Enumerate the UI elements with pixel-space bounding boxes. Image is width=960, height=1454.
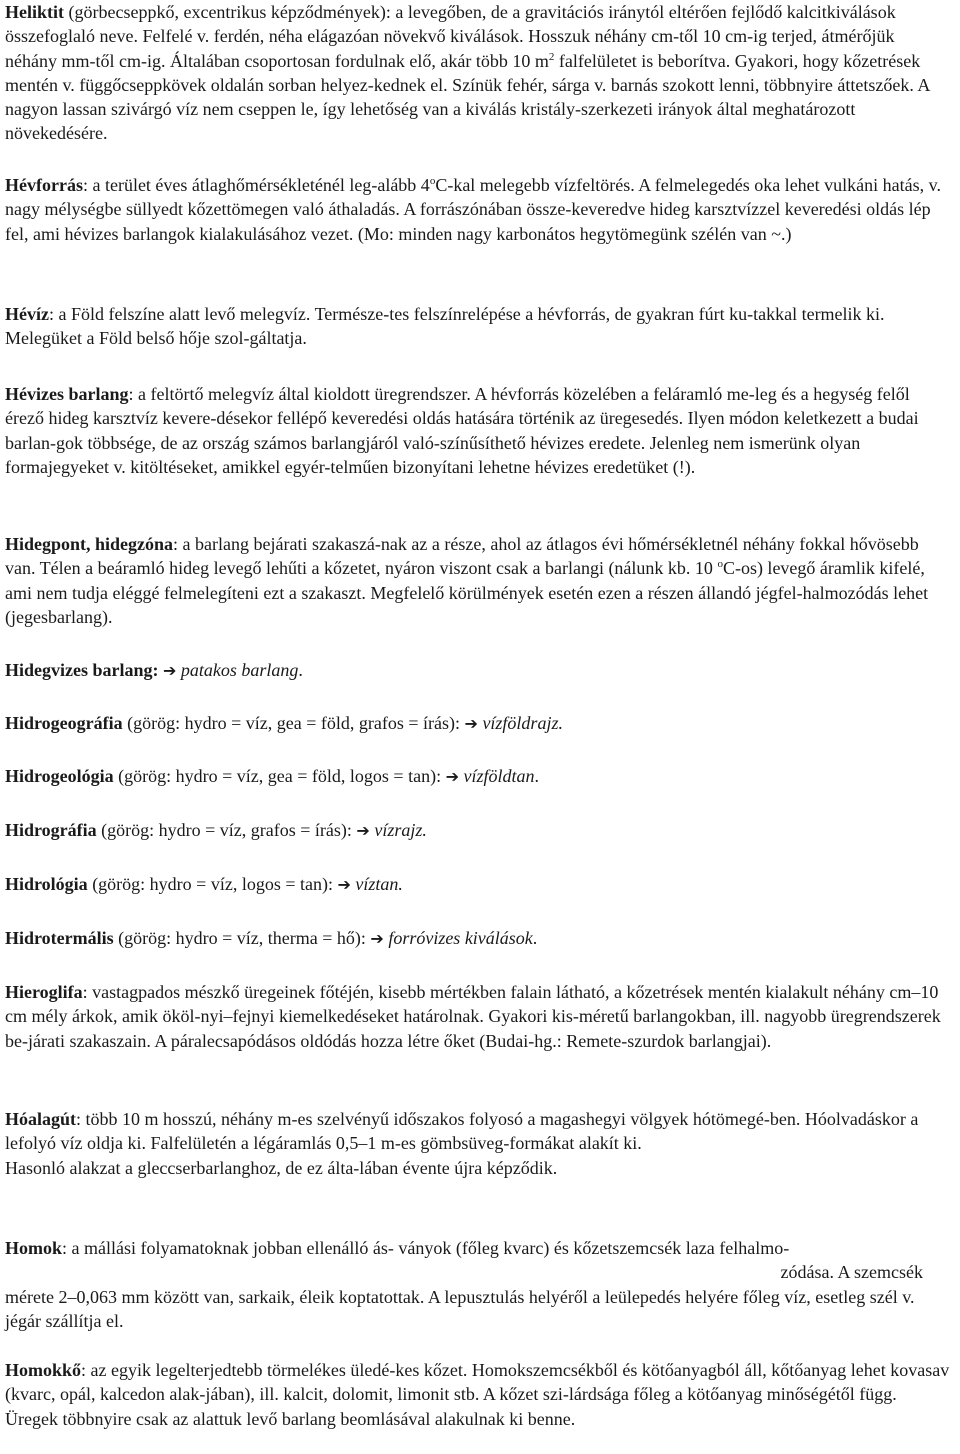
entry-homoko-text: Homokkő: az egyik legelterjedtebb törmelékes üledé-kes kőzet. Homokszemcsékből és kötőanyagból áll, kőtőanyag lehet kovasav (kvarc, opál, kalcedon alak-jában), ill. kalcit, dolomit, limonit stb. A kőzet szi-lárdsága főleg a kötőanyag minőségétől függ. Üregek többnyire csak az alattuk levő barlang beomlásával alakulnak ki benne.: [5, 1360, 950, 1429]
entry-hevforras: [5, 173, 950, 246]
entry-hieroglifa: [5, 980, 950, 1053]
arrow-right-icon: ➔: [356, 821, 370, 840]
ref-link[interactable]: vízföldrajz.: [482, 713, 563, 733]
entry-hoalagut: [5, 1107, 950, 1180]
entry-hidrografia: [5, 818, 950, 843]
ref-link[interactable]: vízföldtan: [463, 766, 535, 786]
entry-homok-text: Homok: a mállási folyamatoknak jobban ellenálló ás- ványok (főleg kvarc) és kőzetszemcsék laza felhalmo- zódása. A szemcsék mérete 2–0,063 mm között van, sarkaik, éleik koptatottak. A lepusztulás helyéről a leülepedés helyére főleg víz, esetleg szél v. jégár szállítja el.: [5, 1236, 950, 1333]
term-hevforras: Hévforrás: [5, 175, 83, 195]
arrow-right-icon: ➔: [337, 875, 351, 894]
entry-hidegvizes: [5, 658, 950, 683]
entry-homok-right: zódása. A szemcsék: [780, 1262, 923, 1283]
term-hidrotermalis: Hidrotermális: [5, 928, 114, 948]
entry-heviz: [5, 302, 950, 351]
entry-homok: [5, 1236, 950, 1333]
term-hidrografia: Hidrográfia: [5, 820, 97, 840]
entry-hevizes-barlang: [5, 382, 950, 479]
term-hoalagut: Hóalagút: [5, 1109, 77, 1129]
entry-hieroglifa-text: Hieroglifa: vastagpados mészkő üregeinek főtéjén, kisebb mértékben falain látható, a kőzetrések mentén kialakult néhány cm–10 cm mély árkok, amik ököl-nyi–fejnyi kiemelkedéseket határolnak. Gyakori kis-méretű barlangokban, ill. nagyobb üregrendszerek be-járati szakaszain. A páralecsapódásos oldódás hozza létre őket (Budai-hg.: Remete-szurdok barlangjai).: [5, 982, 941, 1051]
entry-hidegpont: [5, 532, 950, 629]
entry-hidrologia: [5, 872, 950, 897]
ref-link[interactable]: patakos barlang: [180, 660, 299, 680]
entry-hevforras-text: Hévforrás: a terület éves átlaghőmérsékleténél leg-alább 4$^o$C-kal melegebb vízfeltörés. A felmelegedés oka lehet vulkáni hatás, v. nagy mélységbe süllyedt kőzettömegen való áthaladás. A forrászónában össze-keveredve hideg karsztvízzel keveredési oldás lép fel, ami hévizes barlangok kialakulásához vezet. (Mo: minden nagy karbonátos hegytömegünk szélén van ~.): [5, 175, 941, 244]
entry-hidrogeografia: [5, 711, 950, 736]
entry-hidrografia-text: Hidrográfia (görög: hydro = víz, grafos = írás): ➔ vízrajz.: [5, 820, 427, 840]
entry-homoko: [5, 1358, 950, 1431]
term-hidegpont: Hidegpont, hidegzóna: [5, 534, 174, 554]
term-hidrogeologia: Hidrogeológia: [5, 766, 114, 786]
entry-hidrotermalis-text: Hidrotermális (görög: hydro = víz, therma = hő): ➔ forróvizes kiválások.: [5, 928, 538, 948]
entry-hidrogeologia-text: Hidrogeológia (görög: hydro = víz, gea = föld, logos = tan): ➔ vízföldtan.: [5, 766, 539, 786]
term-homoko: Homokkő: [5, 1360, 82, 1380]
arrow-right-icon: ➔: [163, 661, 177, 680]
term-hidrogeografia: Hidrogeográfia: [5, 713, 123, 733]
entry-heliktit-text: Heliktit (görbecseppkő, excentrikus képződmények): a levegőben, de a gravitációs iránytól eltérően fejlődő kalcitkiválások összefoglaló neve. Felfelé v. ferdén, néha elágazóan növekvő kiválások. Hosszuk néhány cm-től 10 cm-ig terjed, átmérőjük néhány mm-től cm-ig. Általában csoportosan fordulnak elő, akár több 10 $m^2$ falfelületet is beborítva. Gyakori, hogy kőzetrések mentén v. függőcseppkövek oldalán sorban helyez-kednek el. Színük fehér, sárga v. barnás szokott lenni, többnyire áttetszőek. A nagyon lassan szivárgó víz nem cseppen le, így lehetőség van a kiválás kristály-szerkezeti irányok által meghatározott növekedésére.: [5, 2, 930, 144]
entry-hoalagut-tail: Hasonló alakzat a gleccserbarlanghoz, de ez álta-lában évente újra képződik.: [5, 1157, 558, 1178]
term-heliktit: Heliktit: [5, 2, 64, 22]
term-heviz: Hévíz: [5, 304, 49, 324]
entry-heliktit: [5, 0, 950, 146]
arrow-right-icon: ➔: [464, 714, 478, 733]
term-hevizes-barlang: Hévizes barlang: [5, 384, 129, 404]
term-hieroglifa: Hieroglifa: [5, 982, 83, 1002]
term-hidrologia: Hidrológia: [5, 874, 88, 894]
entry-heviz-text: Hévíz: a Föld felszíne alatt levő melegvíz. Természe-tes felszínrelépése a hévforrás, de gyakran fúrt ku-takkal termelik ki. Melegüket a Föld belső hője szol-gáltatja.: [5, 304, 885, 349]
ref-link[interactable]: forróvizes kiválások: [388, 928, 533, 948]
arrow-right-icon: ➔: [370, 929, 384, 948]
entry-hidrotermalis: [5, 926, 950, 951]
entry-hidrogeografia-text: Hidrogeográfia (görög: hydro = víz, gea = föld, grafos = írás): ➔ vízföldrajz.: [5, 713, 563, 733]
ref-link[interactable]: víztan.: [355, 874, 403, 894]
entry-hidegvizes-text: Hidegvizes barlang: ➔ patakos barlang.: [5, 660, 303, 680]
arrow-right-icon: ➔: [445, 767, 459, 786]
entry-hidrogeologia: [5, 764, 950, 789]
entry-hidrologia-text: Hidrológia (görög: hydro = víz, logos = tan): ➔ víztan.: [5, 874, 403, 894]
ref-link[interactable]: vízrajz.: [374, 820, 427, 840]
entry-hoalagut-text: Hóalagút: több 10 m hosszú, néhány m-es szelvényű időszakos folyosó a magashegyi völgyek hótömegé-ben. Hóolvadáskor a lefolyó víz oldja ki. Falfelületén a légáramlás 0,5–1 m-es gömbsüveg-formákat alakít ki. Hasonló alakzat a gleccserbarlanghoz, de ez álta-lában évente újra képződik.: [5, 1107, 950, 1180]
entry-hevizes-barlang-text: Hévizes barlang: a feltörtő melegvíz által kioldott üregrendszer. A hévforrás közelében a feláramló me-leg és a hegység felől érező hideg karsztvíz kevere-désekor fellépő keveredési oldás hatására történik az üregesedés. Ilyen módon keletkezett a budai barlan-gok többsége, de az ország számos barlangjáról való-színűsíthető hévizes eredete. Jelenleg nem ismerünk olyan formajegyeket v. kitöltéseket, amikkel egyér-telműen bizonyítani lehetne hévizes eredetüket (!).: [5, 384, 919, 477]
entry-hidegpont-text: Hidegpont, hidegzóna: a barlang bejárati szakaszá-nak az a része, ahol az átlagos évi hőmérsékletnél néhány fokkal hővösebb van. Télen a beáramló hideg levegő lehűti a kőzetet, nyáron viszont csak a barlangi (nálunk kb. 10 $^o$C-os) levegő áramlik kifelé, ami nem tudja eléggé felmelegíteni ezt a szakaszt. Megfelelő körülmények esetén ezen a részen állandó jégfel-halmozódás lehet (jegesbarlang).: [5, 534, 929, 627]
term-hidegvizes: Hidegvizes barlang:: [5, 660, 159, 680]
term-homok: Homok: [5, 1238, 63, 1258]
